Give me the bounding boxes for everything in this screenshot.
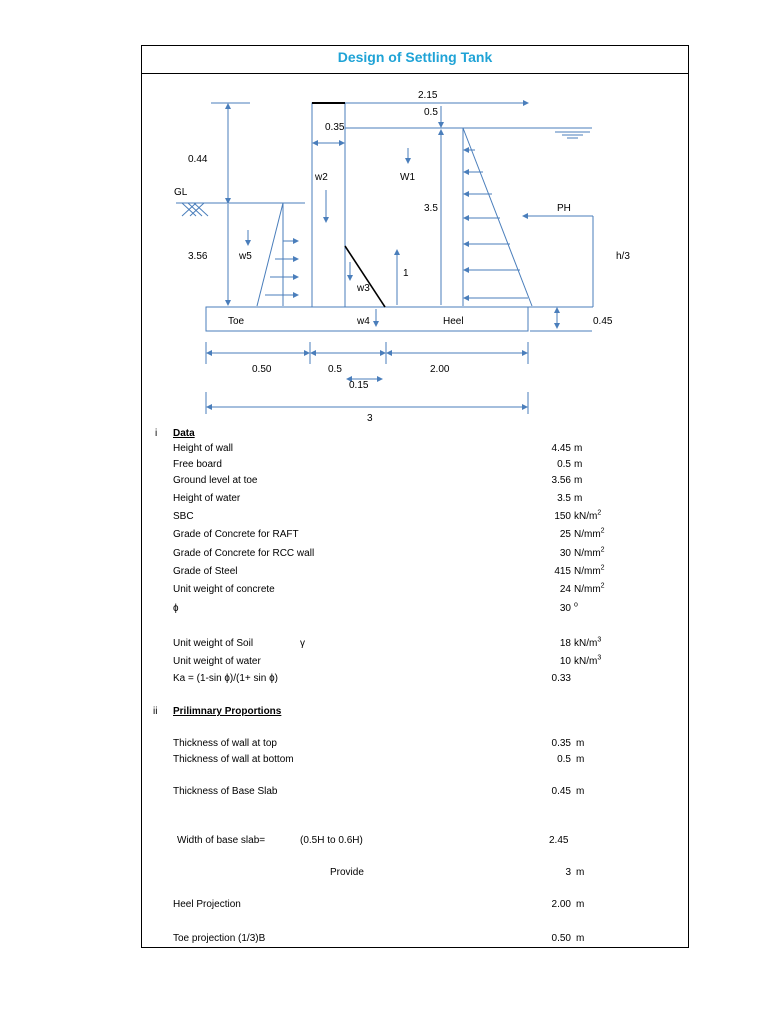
data-row-label: Height of water — [173, 493, 241, 504]
section-ii-number: ii — [153, 706, 158, 717]
wall-bottom-value: 0.5 — [557, 754, 571, 765]
unit-superscript: 3 — [597, 636, 602, 644]
wall-bottom-unit: m — [576, 754, 585, 765]
width-label: Width of base slab= — [177, 835, 266, 846]
wall-bottom-label: Thickness of wall at bottom — [173, 754, 294, 765]
wall-stem — [312, 103, 345, 307]
data-row-unit — [574, 656, 601, 668]
data-row-label: Free board — [173, 459, 222, 470]
data-row-unit — [574, 475, 582, 487]
wall-top-value: 0.35 — [551, 738, 571, 749]
dim-wall: 0.5 — [328, 364, 342, 375]
wall-top-unit: m — [576, 738, 585, 749]
width-value: 2.45 — [549, 835, 569, 846]
unit-text: kN/m — [574, 656, 598, 667]
width-range: (0.5H to 0.6H) — [300, 835, 363, 846]
unit-text: m — [574, 443, 583, 454]
data-row-label: Grade of Concrete for RCC wall — [173, 548, 315, 559]
base-slab-unit: m — [576, 786, 585, 797]
label-w2: w2 — [315, 172, 328, 183]
label-w4: w4 — [357, 316, 370, 327]
data-row-label: Unit weight of Soil — [173, 638, 254, 649]
data-row-label: Height of wall — [173, 443, 234, 454]
data-row-value: 415 — [554, 566, 571, 577]
unit-superscript: o — [574, 601, 578, 609]
dim-freeboard: 0.5 — [424, 107, 438, 118]
dim-slab: 0.45 — [593, 316, 613, 327]
data-row-unit — [574, 638, 601, 650]
data-row-label: Ka = (1-sin ɸ)/(1+ sin ɸ) — [173, 673, 278, 684]
data-row-value: 30 — [559, 603, 571, 614]
unit-text: m — [574, 459, 583, 470]
unit-text: N/mm — [574, 529, 601, 540]
data-row-unit — [574, 548, 605, 560]
data-row-value: 30 — [559, 548, 571, 559]
label-w1: W1 — [400, 172, 415, 183]
provide-value: 3 — [565, 867, 571, 878]
unit-superscript: 2 — [597, 509, 602, 517]
unit-superscript: 2 — [600, 582, 605, 590]
label-gl: GL — [174, 187, 188, 198]
label-h3: h/3 — [616, 251, 630, 262]
data-row-value: 25 — [559, 529, 571, 540]
dim-taper: 0.15 — [349, 380, 369, 391]
data-row-value: 10 — [559, 656, 571, 667]
unit-text: m — [574, 475, 583, 486]
dim-wall-top: 0.35 — [325, 122, 345, 133]
data-row-value: 18 — [559, 638, 571, 649]
provide-label: Provide — [330, 867, 364, 878]
data-row-value: 4.45 — [551, 443, 571, 454]
data-row-unit — [574, 566, 605, 578]
wall-top-label: Thickness of wall at top — [173, 738, 277, 749]
data-row-label: SBC — [173, 511, 194, 522]
section-i-number: i — [155, 428, 158, 439]
data-row-label: Ground level at toe — [173, 475, 258, 486]
label-w3: w3 — [357, 283, 370, 294]
dim-toe: 0.50 — [252, 364, 272, 375]
data-row-value: 150 — [554, 511, 571, 522]
heel-value: 2.00 — [551, 899, 571, 910]
unit-superscript: 2 — [600, 527, 605, 535]
section-ii-title: Prilimnary Proportions — [173, 706, 282, 717]
dim-one: 1 — [403, 268, 409, 279]
unit-text: N/mm — [574, 566, 601, 577]
dim-base: 3 — [367, 413, 373, 424]
label-ph: PH — [557, 203, 571, 214]
retaining-wall-diagram — [0, 0, 768, 430]
unit-text: kN/m — [574, 511, 598, 522]
heel-label: Heel Projection — [173, 899, 241, 910]
data-row-symbol: γ — [300, 638, 305, 649]
page-title: Design of Settling Tank — [337, 49, 493, 65]
data-row-unit — [574, 493, 582, 505]
label-toe: Toe — [228, 316, 245, 327]
unit-text: N/mm — [574, 584, 601, 595]
data-row-unit — [574, 511, 601, 523]
toe-label: Toe projection (1/3)B — [173, 933, 266, 944]
label-heel: Heel — [443, 316, 464, 327]
base-slab-label: Thickness of Base Slab — [173, 786, 278, 797]
dim-water-height: 3.5 — [424, 203, 438, 214]
provide-unit: m — [576, 867, 585, 878]
data-row-label: Grade of Concrete for RAFT — [173, 529, 299, 540]
unit-text: kN/m — [574, 638, 598, 649]
unit-text: m — [574, 493, 583, 504]
unit-superscript: 2 — [600, 546, 605, 554]
data-row-value: 24 — [559, 584, 571, 595]
label-w5: w5 — [239, 251, 252, 262]
data-row-value: 0.33 — [551, 673, 571, 684]
section-i-title: Data — [173, 428, 195, 439]
data-row-label: Unit weight of water — [173, 656, 261, 667]
unit-text: N/mm — [574, 548, 601, 559]
base-slab-value: 0.45 — [551, 786, 571, 797]
dim-heel: 2.00 — [430, 364, 450, 375]
data-row-unit — [574, 443, 582, 455]
unit-superscript: 3 — [597, 654, 602, 662]
data-row-label: ɸ — [173, 603, 179, 614]
dim-top-width: 2.15 — [418, 90, 438, 101]
data-row-unit — [574, 459, 582, 471]
data-row-unit — [574, 584, 605, 596]
dim-height-top: 0.44 — [188, 154, 208, 165]
data-row-value: 3.56 — [551, 475, 571, 486]
toe-unit: m — [576, 933, 585, 944]
data-row-value: 3.5 — [557, 493, 571, 504]
unit-superscript: 2 — [600, 564, 605, 572]
dim-soil-height: 3.56 — [188, 251, 208, 262]
data-row-value: 0.5 — [557, 459, 571, 470]
heel-unit: m — [576, 899, 585, 910]
data-row-unit — [574, 603, 578, 615]
data-row-unit — [574, 529, 605, 541]
data-row-label: Grade of Steel — [173, 566, 238, 577]
toe-value: 0.50 — [551, 933, 571, 944]
data-row-label: Unit weight of concrete — [173, 584, 275, 595]
